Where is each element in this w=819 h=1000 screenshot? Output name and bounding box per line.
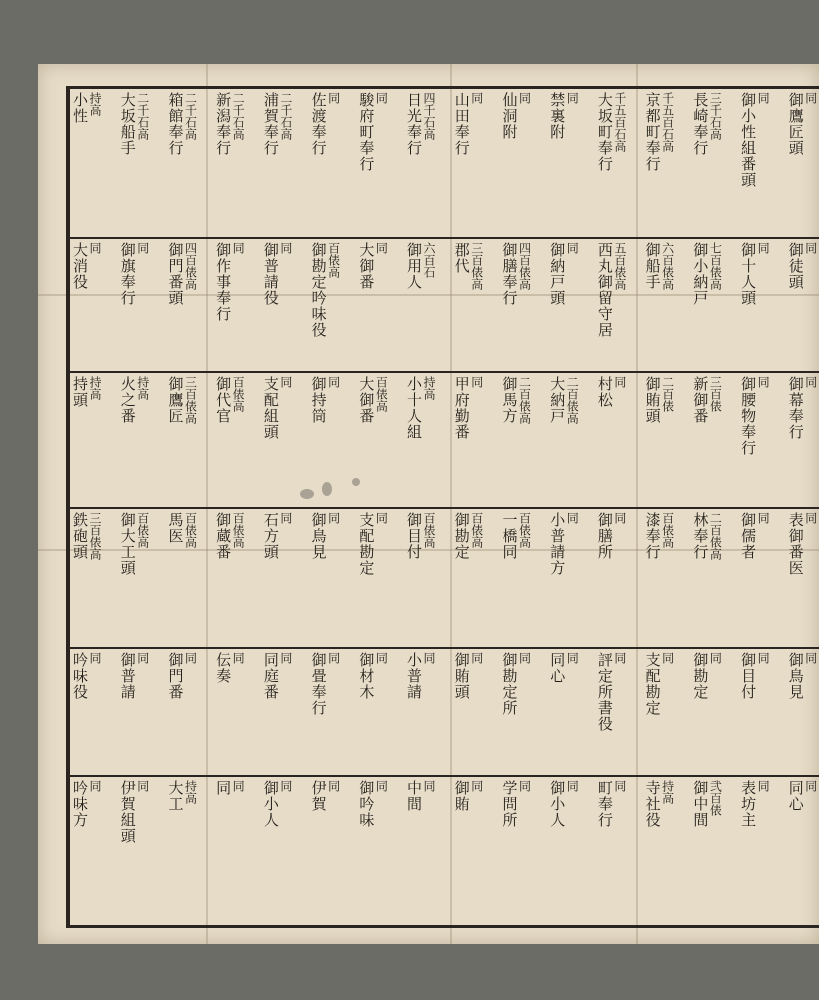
entry-title: 御船手 [643,242,662,290]
entry-column [215,376,244,504]
entry-title: 大消役 [71,242,89,290]
entry-column [597,92,626,234]
entry-column [215,92,244,234]
entry-title: 林奉行 [691,512,710,560]
entry-title: 漆奉行 [643,512,662,560]
entry-title: 御作事奉行 [214,242,233,322]
entry-rank: 同 [422,780,437,792]
entry-title: 寺社役 [643,780,662,828]
entry-column [72,376,101,504]
entry-column [311,242,340,368]
entry-title: 御鳥見 [786,652,805,700]
entry-title: 御鳥見 [309,512,328,560]
entry-rank: 同 [326,376,341,388]
entry-column [120,652,149,772]
entry-rank: 同 [660,652,675,664]
entry-rank: 二千石高 [278,92,293,140]
entry-column [311,92,340,234]
entry-column [215,242,244,368]
entry-title: 御賄 [452,780,471,812]
entry-rank: 同 [135,242,150,254]
entry-rank: 同 [183,652,198,664]
entry-rank: 同 [517,652,532,664]
entry-column [597,242,626,368]
entry-rank: 同 [756,512,771,524]
entry-title: 御中間 [691,780,710,828]
entry-rank: 三千石高 [708,92,723,140]
entry-column [311,512,340,644]
entry-title: 御幕奉行 [786,376,805,440]
entry-column [454,780,483,928]
entry-column [72,512,101,644]
entry-rank: 同 [803,652,818,664]
entry-title: 小十人組 [405,376,424,440]
entry-title: 鉄砲頭 [71,512,89,560]
entry-rank: 同 [756,780,771,792]
entry-column [263,512,292,644]
entry-column [358,780,387,928]
entry-title: 佐渡奉行 [309,92,328,156]
entry-title: 甲府勤番 [452,376,471,440]
entry-rank: 同 [803,376,818,388]
entry-title: 御旗奉行 [118,242,137,306]
entry-title: 仙洞附 [500,92,519,140]
entry-rank: 同 [278,376,293,388]
entry-column [501,242,530,368]
entry-column [120,376,149,504]
entry-rank: 三百俵高 [183,376,198,424]
entry-column [501,376,530,504]
entry-rank: 同 [374,92,389,104]
entry-column [692,376,721,504]
entry-title: 御吟味 [357,780,376,828]
entry-rank: 同 [803,242,818,254]
entry-title: 御勘定 [452,512,471,560]
entry-rank: 持高 [660,780,675,804]
entry-title: 御大工頭 [118,512,137,576]
entry-column [311,652,340,772]
entry-rank: 二百俵高 [517,376,532,424]
entry-column [788,780,817,928]
entry-title: 御小性組番頭 [739,92,758,188]
entry-title: 大納戸 [548,376,567,424]
entry-title: 御持筒 [309,376,328,424]
entry-column [406,376,435,504]
entry-title: 御小人 [548,780,567,828]
entry-rank: 百俵高 [326,242,341,278]
entry-column [167,376,196,504]
entry-rank: 四千石高 [422,92,437,140]
entry-rank: 同 [565,780,580,792]
entry-title: 御材木 [357,652,376,700]
entry-rank: 同 [565,92,580,104]
entry-column [454,92,483,234]
entry-title: 御納戸頭 [548,242,567,306]
entry-rank: 持高 [88,376,102,400]
entry-column [454,376,483,504]
entry-title: 伝奏 [214,652,233,684]
entry-column [454,512,483,644]
entry-column [311,780,340,928]
entry-rank: 二千石高 [231,92,246,140]
entry-rank: 同 [756,92,771,104]
entry-rank: 百俵高 [231,512,246,548]
entry-column [645,512,674,644]
entry-rank: 同 [374,242,389,254]
entry-title: 小普請 [405,652,424,700]
entry-column [645,242,674,368]
entry-title: 表御番医 [786,512,805,576]
entry-column [597,780,626,928]
entry-rank: 同 [756,652,771,664]
entry-rank: 持高 [422,376,437,400]
entry-rank: 同 [374,512,389,524]
entry-column [406,780,435,928]
entry-title: 小普請方 [548,512,567,576]
entry-column [597,512,626,644]
entry-title: 御十人頭 [739,242,758,306]
entry-rank: 同 [135,780,150,792]
entry-column [740,376,769,504]
entry-rank: 同 [278,652,293,664]
entry-title: 支配組頭 [261,376,280,440]
entry-title: 御門番 [166,652,185,700]
entry-title: 箱館奉行 [166,92,185,156]
entry-rank: 同 [469,376,484,388]
entry-column [788,242,817,368]
entry-rank: 四百俵高 [183,242,198,290]
entry-title: 吟味方 [71,780,89,828]
entry-column [263,242,292,368]
entry-title: 持頭 [71,376,89,408]
entry-column [72,780,101,928]
entry-column [167,242,196,368]
entry-title: 御蔵番 [214,512,233,560]
entry-column [406,652,435,772]
entry-title: 火之番 [118,376,137,424]
entry-title: 表坊主 [739,780,758,828]
tier-1 [70,89,819,239]
entry-rank: 同 [756,376,771,388]
entry-title: 御賄頭 [643,376,662,424]
entry-rank: 百俵高 [469,512,484,548]
entry-rank: 同 [231,242,246,254]
entry-title: 大御番 [357,376,376,424]
entry-rank: 同 [612,376,627,388]
entry-title: 御鷹匠頭 [786,92,805,156]
entry-column [645,652,674,772]
entry-column [501,780,530,928]
entry-rank: 二百俵高 [708,512,723,560]
tier-2 [70,239,819,373]
entry-column [788,512,817,644]
entry-rank: 五百俵高 [612,242,627,290]
entry-title: 御目付 [739,652,758,700]
entry-rank: 百俵高 [135,512,150,548]
entry-rank: 同 [612,652,627,664]
entry-title: 中間 [405,780,424,812]
entry-rank: 百俵高 [374,376,389,412]
entry-rank: 千五百石高 [660,92,675,152]
entry-title: 御畳奉行 [309,652,328,716]
entry-column [692,652,721,772]
entry-column [645,780,674,928]
entry-title: 御普請 [118,652,137,700]
entry-title: 伊賀 [309,780,328,812]
entry-rank: 同 [612,512,627,524]
entry-column [263,652,292,772]
entry-rank: 同 [565,652,580,664]
entry-title: 村松 [595,376,614,408]
entry-title: 小性 [71,92,89,124]
entry-rank: 同 [326,652,341,664]
entry-title: 長崎奉行 [691,92,710,156]
entry-title: 同庭番 [261,652,280,700]
entry-title: 御小人 [261,780,280,828]
entry-rank: 同 [517,780,532,792]
entry-column [215,512,244,644]
entry-rank: 同 [612,780,627,792]
entry-rank: 同 [422,652,437,664]
entry-title: 御膳奉行 [500,242,519,306]
entry-rank: 百俵高 [517,512,532,548]
entry-rank: 同 [803,512,818,524]
tier-6 [70,777,819,931]
entry-column [358,376,387,504]
entry-title: 山田奉行 [452,92,471,156]
entry-title: 御馬方 [500,376,519,424]
entry-title: 御勘定吟味役 [309,242,328,338]
entry-column [692,780,721,928]
entry-column [549,242,578,368]
entry-rank: 同 [517,92,532,104]
entry-column [72,242,101,368]
entry-column [454,652,483,772]
entry-rank: 持高 [183,780,198,804]
entry-rank: 六百石 [422,242,437,278]
entry-title: 京都町奉行 [643,92,662,172]
entry-title: 大坂町奉行 [595,92,614,172]
entry-column [72,92,101,234]
entry-rank: 同 [756,242,771,254]
entry-title: 学問所 [500,780,519,828]
entry-title: 御目付 [405,512,424,560]
entry-column [120,242,149,368]
entry-title: 御勘定所 [500,652,519,716]
entry-rank: 弐百俵 [708,780,723,816]
entry-title: 御鷹匠 [166,376,185,424]
entry-column [501,92,530,234]
entry-title: 一橋同 [500,512,519,560]
entry-rank: 同 [278,512,293,524]
entry-title: 御賄頭 [452,652,471,700]
entry-title: 御勘定 [691,652,710,700]
entry-rank: 同 [88,780,102,792]
entry-rank: 同 [278,242,293,254]
entry-title: 評定所書役 [595,652,614,732]
paper-damage [322,482,332,496]
entry-rank: 同 [565,242,580,254]
entry-column [263,92,292,234]
entry-column [501,652,530,772]
entry-title: 日光奉行 [405,92,424,156]
entry-column [740,652,769,772]
entry-rank: 三百俵 [708,376,723,412]
entry-rank: 七百俵高 [708,242,723,290]
entry-title: 大工 [166,780,185,812]
entry-column [549,780,578,928]
entry-column [740,512,769,644]
document-sheet [38,64,819,944]
entry-rank: 同 [88,652,102,664]
entry-rank: 二千石高 [183,92,198,140]
entry-column [788,92,817,234]
entry-title: 同心 [786,780,805,812]
entry-rank: 同 [374,780,389,792]
entry-column [692,512,721,644]
entry-rank: 四百俵高 [517,242,532,290]
tier-3 [70,373,819,509]
entry-rank: 同 [469,780,484,792]
entry-rank: 百俵高 [231,376,246,412]
entry-column [358,92,387,234]
entry-column [645,92,674,234]
entry-rank: 三百俵高 [469,242,484,290]
entry-column [167,652,196,772]
entry-column [740,92,769,234]
entry-title: 御代官 [214,376,233,424]
entry-column [501,512,530,644]
entry-title: 御儒者 [739,512,758,560]
entry-rank: 六百俵高 [660,242,675,290]
entry-column [167,780,196,928]
entry-column [549,512,578,644]
table-frame [66,86,819,928]
entry-column [597,376,626,504]
entry-column [549,92,578,234]
entry-rank: 同 [88,242,102,254]
entry-rank: 同 [374,652,389,664]
entry-column [788,376,817,504]
entry-title: 石方頭 [261,512,280,560]
entry-rank: 同 [326,780,341,792]
entry-rank: 三百俵高 [88,512,102,560]
entry-rank: 同 [278,780,293,792]
entry-column [406,92,435,234]
entry-column [692,242,721,368]
entry-rank: 同 [231,780,246,792]
entry-column [263,376,292,504]
entry-column [120,512,149,644]
entry-column [645,376,674,504]
entry-rank: 同 [803,92,818,104]
entry-title: 御小納戸 [691,242,710,306]
entry-column [215,652,244,772]
entry-title: 新御番 [691,376,710,424]
entry-title: 駿府町奉行 [357,92,376,172]
entry-rank: 同 [231,652,246,664]
entry-rank: 同 [708,652,723,664]
entry-column [597,652,626,772]
entry-title: 町奉行 [595,780,614,828]
paper-damage [300,489,314,499]
entry-column [215,780,244,928]
entry-column [692,92,721,234]
tier-4 [70,509,819,649]
entry-title: 禁裏附 [548,92,567,140]
entry-rank: 同 [326,92,341,104]
entry-column [120,92,149,234]
entry-column [358,242,387,368]
entry-title: 御膳所 [595,512,614,560]
entry-column [358,652,387,772]
entry-title: 浦賀奉行 [261,92,280,156]
entry-rank: 二千石高 [135,92,150,140]
entry-rank: 同 [135,652,150,664]
entry-rank: 同 [803,780,818,792]
entry-column [358,512,387,644]
entry-title: 大御番 [357,242,376,290]
entry-column [167,512,196,644]
entry-rank: 百俵高 [660,512,675,548]
tier-5 [70,649,819,777]
entry-column [740,242,769,368]
entry-title: 吟味役 [71,652,89,700]
entry-column [454,242,483,368]
entry-title: 御用人 [405,242,424,290]
entry-rank: 同 [469,652,484,664]
entry-column [406,242,435,368]
entry-column [167,92,196,234]
entry-column [549,652,578,772]
entry-column [120,780,149,928]
entry-title: 馬医 [166,512,185,544]
entry-title: 御普請役 [261,242,280,306]
entry-rank: 持高 [135,376,150,400]
entry-rank: 同 [326,512,341,524]
entry-rank: 千五百石高 [612,92,627,152]
entry-rank: 同 [469,92,484,104]
entry-title: 同心 [548,652,567,684]
entry-column [549,376,578,504]
entry-column [72,652,101,772]
entry-title: 支配勘定 [357,512,376,576]
entry-rank: 二百俵高 [565,376,580,424]
entry-title: 支配勘定 [643,652,662,716]
entry-title: 御腰物奉行 [739,376,758,456]
entry-column [406,512,435,644]
entry-rank: 二百俵 [660,376,675,412]
entry-title: 新潟奉行 [214,92,233,156]
entry-title: 大坂船手 [118,92,137,156]
entry-column [788,652,817,772]
entry-title: 御徒頭 [786,242,805,290]
entry-rank: 百俵高 [422,512,437,548]
entry-title: 郡代 [452,242,471,274]
entry-title: 同 [214,780,233,796]
entry-column [263,780,292,928]
entry-rank: 持高 [88,92,102,116]
entry-column [740,780,769,928]
paper-damage [352,478,360,486]
entry-title: 伊賀組頭 [118,780,137,844]
entry-title: 御門番頭 [166,242,185,306]
entry-title: 西丸御留守居 [595,242,614,338]
entry-rank: 百俵高 [183,512,198,548]
entry-rank: 同 [565,512,580,524]
